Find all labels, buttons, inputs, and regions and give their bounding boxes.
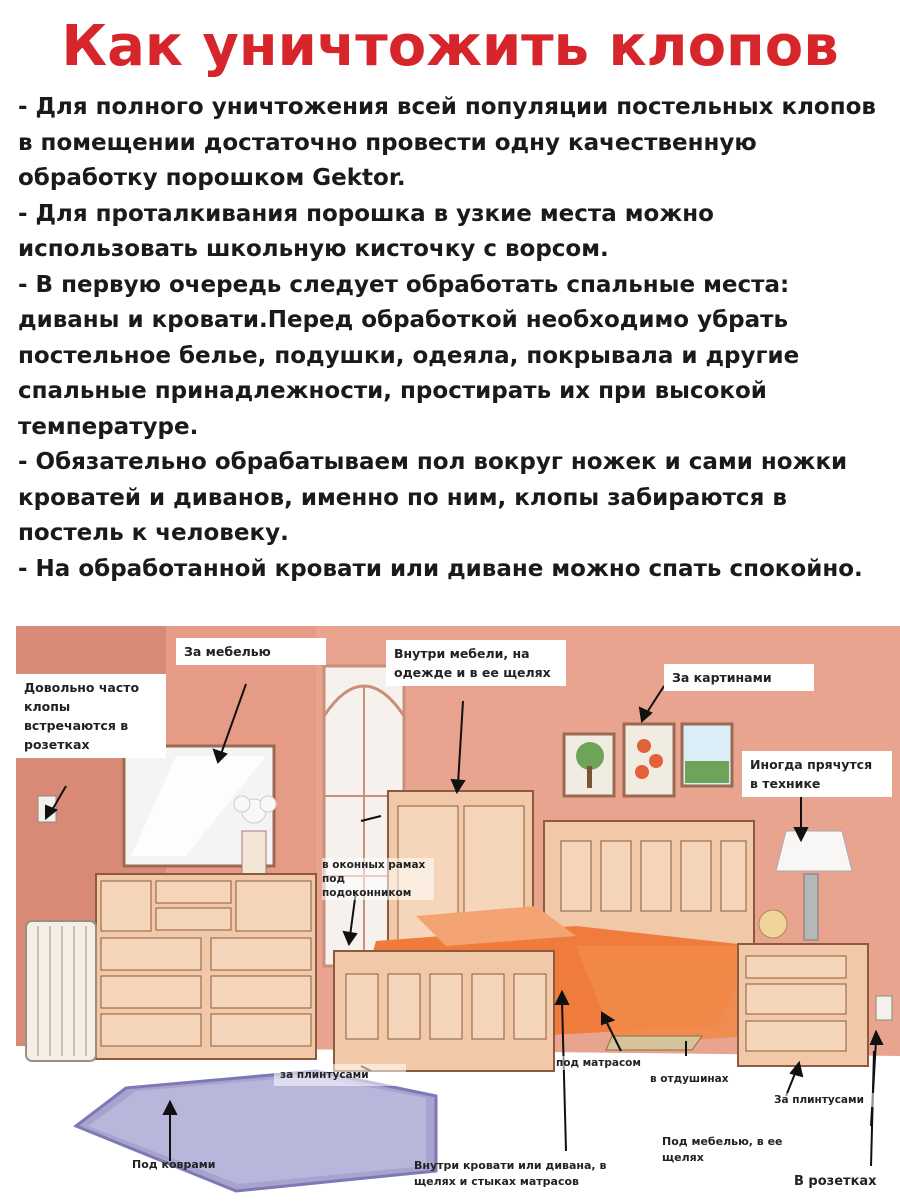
bedroom-illustration [16,626,900,1200]
label-inside-bed: Внутри кровати или дивана, в щелях и стыках матрасов [414,1159,607,1188]
label-behind-furniture: За мебелью [176,638,326,665]
label-sockets-often: Довольно часто клопы встречаются в розетках [16,674,166,758]
label-baseboards-right: За плинтусами [774,1093,894,1107]
label-behind-pictures: За картинами [664,664,814,691]
instruction-paragraph: - Для проталкивания порошка в узкие места можно использовать школьную кисточку с ворсом. [18,200,714,262]
alarm-clock [759,910,787,938]
label-in-vents: в отдушинах [650,1072,750,1086]
instructions-text [18,90,888,587]
label-window-frames: в оконных рамах под подоконником [322,858,434,900]
wall-socket [876,996,892,1020]
picture [624,724,674,796]
label-baseboards-left: за плинтусами [274,1064,406,1086]
radiator [26,921,96,1061]
label-in-sockets: В розетках [794,1174,877,1189]
page-title: Как уничтожить клопов [61,14,839,79]
instruction-paragraph: - В первую очередь следует обработать спальные места: диваны и кровати.Перед обработкой необходимо убрать постельное белье, подушки, одеяла, покрывала и другие спальные принадлежности, простирать их при высокой температуре. [18,271,800,440]
label-under-mattress: под матрасом [556,1056,666,1070]
label-under-carpets: Под коврами [132,1158,216,1171]
label-inside-furniture: Внутри мебели, на одежде и в ее щелях [386,640,566,686]
instruction-paragraph: - Обязательно обрабатываем пол вокруг ножек и сами ножки кроватей и диванов, именно по ним, клопы забираются в постель к человеку. [18,449,848,546]
lamp [776,831,852,871]
instruction-paragraph: - Для полного уничтожения всей популяции постельных клопов в помещении достаточно провести одну качественную обработку порошком Gektor. [18,94,876,191]
label-under-furniture: Под мебелью, в ее щелях [662,1135,783,1164]
label-in-appliances: Иногда прячутся в технике [742,751,892,797]
instruction-paragraph: - На обработанной кровати или диване можно спать спокойно. [18,555,863,582]
